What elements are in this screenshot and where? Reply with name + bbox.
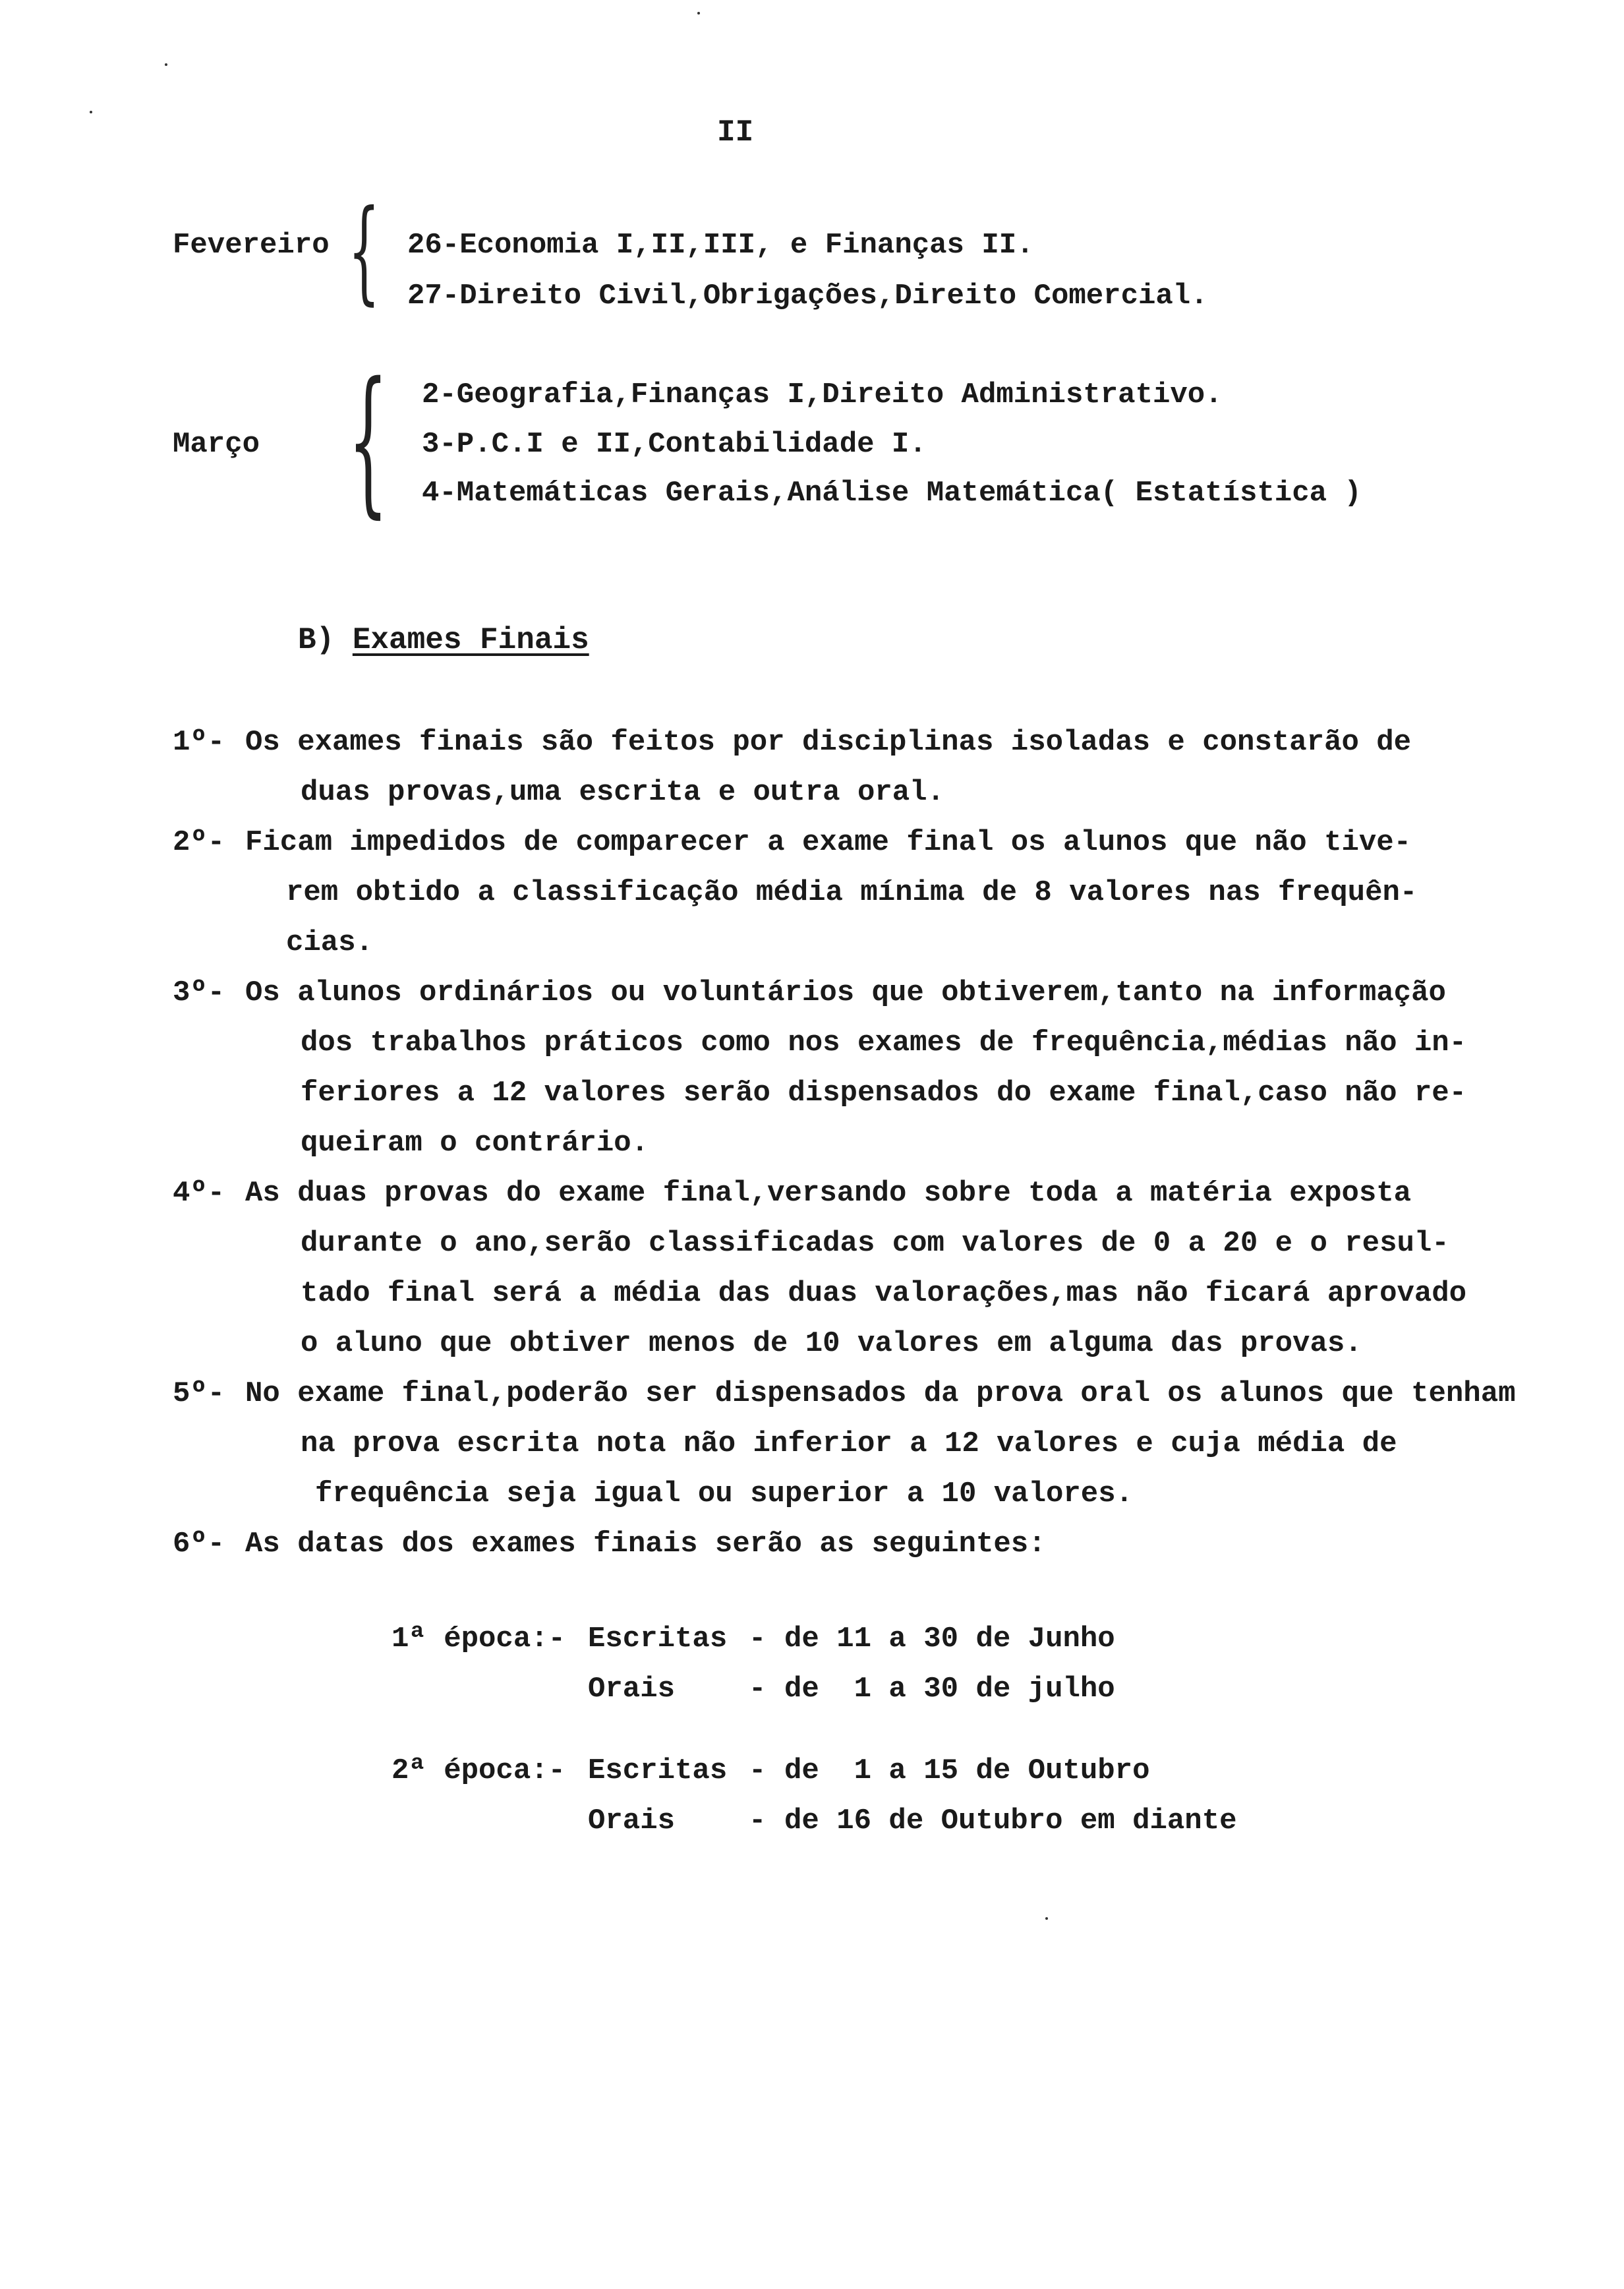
exam-dash: - xyxy=(749,1804,767,1837)
section-title xyxy=(298,625,589,655)
item-line: na prova escrita nota não inferior a 12 valores e cuja média de xyxy=(301,1427,1397,1460)
scan-speck xyxy=(165,63,167,66)
schedule-line: 3-P.C.I e II,Contabilidade I. xyxy=(422,428,927,461)
schedule-line: 26-Economia I,II,III, e Finanças II. xyxy=(407,229,1034,262)
item-line: rem obtido a classificação média mínima de 8 valores nas frequên- xyxy=(286,876,1418,909)
epoca-label: 1ª época:- xyxy=(392,1622,566,1655)
scan-speck xyxy=(697,12,700,15)
item-line: cias. xyxy=(286,926,374,959)
exam-dates: de 1 a 30 de julho xyxy=(784,1673,1115,1706)
month-label-marco: Março xyxy=(173,428,260,461)
item-line: Os exames finais são feitos por disciplinas isoladas e constarão de xyxy=(245,726,1412,759)
item-line: duas provas,uma escrita e outra oral. xyxy=(301,776,944,809)
epoca-label: 2ª época:- xyxy=(392,1754,566,1787)
exam-dates: de 16 de Outubro em diante xyxy=(784,1804,1237,1837)
month-label-fevereiro: Fevereiro xyxy=(173,229,330,262)
item-line: No exame final,poderão ser dispensados da prova oral os alunos que tenham xyxy=(245,1377,1516,1410)
item-line: queiram o contrário. xyxy=(301,1127,649,1160)
item-number: 4º- xyxy=(173,1177,225,1210)
exam-dash: - xyxy=(749,1673,767,1706)
schedule-line: 2-Geografia,Finanças I,Direito Administrativo. xyxy=(422,378,1223,411)
scan-speck xyxy=(1045,1917,1048,1920)
item-line: As duas provas do exame final,versando sobre toda a matéria exposta xyxy=(245,1177,1412,1210)
item-line: frequência seja igual ou superior a 10 valores. xyxy=(315,1477,1134,1510)
item-line: o aluno que obtiver menos de 10 valores em alguma das provas. xyxy=(301,1327,1362,1360)
exam-type: Escritas xyxy=(588,1622,728,1655)
left-brace-icon: { xyxy=(348,348,389,533)
item-number: 5º- xyxy=(173,1377,225,1410)
item-line: Os alunos ordinários ou voluntários que obtiverem,tanto na informação xyxy=(245,976,1446,1009)
exam-type: Escritas xyxy=(588,1754,728,1787)
left-brace-icon: { xyxy=(348,186,380,316)
exam-dash: - xyxy=(749,1622,767,1655)
item-line: durante o ano,serão classificadas com valores de 0 a 20 e o resul- xyxy=(301,1227,1449,1260)
schedule-line: 4-Matemáticas Gerais,Análise Matemática( Estatística ) xyxy=(422,477,1362,510)
exam-dates: de 11 a 30 de Junho xyxy=(784,1622,1115,1655)
exam-type: Orais xyxy=(588,1673,676,1706)
item-line: tado final será a média das duas valorações,mas não ficará aprovado xyxy=(301,1277,1467,1310)
exam-type: Orais xyxy=(588,1804,676,1837)
schedule-line: 27-Direito Civil,Obrigações,Direito Comercial. xyxy=(407,280,1208,312)
item-number: 1º- xyxy=(173,726,225,759)
exam-dash: - xyxy=(749,1754,767,1787)
section-heading: Exames Finais xyxy=(352,623,589,657)
page-number: II xyxy=(717,115,754,150)
item-line: Ficam impedidos de comparecer a exame final os alunos que não tive- xyxy=(245,826,1412,859)
item-number: 2º- xyxy=(173,826,225,859)
scan-speck xyxy=(90,111,92,113)
section-letter: B) xyxy=(298,623,335,657)
item-number: 3º- xyxy=(173,976,225,1009)
item-line: feriores a 12 valores serão dispensados do exame final,caso não re- xyxy=(301,1077,1467,1110)
exam-dates: de 1 a 15 de Outubro xyxy=(784,1754,1150,1787)
item-line: As datas dos exames finais serão as seguintes: xyxy=(245,1528,1046,1561)
item-number: 6º- xyxy=(173,1528,225,1561)
item-line: dos trabalhos práticos como nos exames de frequência,médias não in- xyxy=(301,1026,1467,1059)
